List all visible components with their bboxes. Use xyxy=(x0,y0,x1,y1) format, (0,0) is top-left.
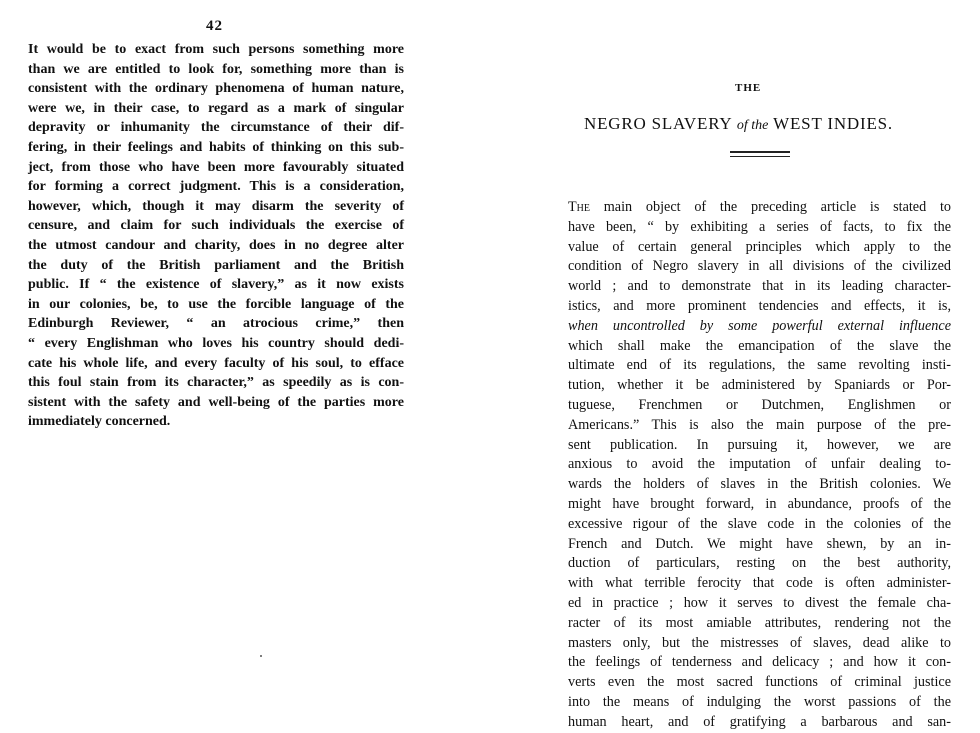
title-part-2: WEST INDIES. xyxy=(773,114,893,133)
text-line: the duty of the British parliament and the British xyxy=(28,257,404,273)
text-line: than we are entitled to look for, something more than is xyxy=(28,61,404,77)
text-line: the feelings of tenderness and delicacy ; and how it con- xyxy=(568,654,951,671)
text-line: might have brought forward, in abundance, proofs of the xyxy=(568,495,951,512)
text-line: depravity or inhumanity the circumstance of their dif- xyxy=(28,120,404,136)
text-line: Edinburgh Reviewer, “ an atrocious crime,” then xyxy=(28,316,404,332)
text-line: ultimate end of its regulations, the same revolting insti- xyxy=(568,357,951,374)
text-line: “ every Englishman who loves his country should dedi- xyxy=(28,335,404,351)
page-number: 42 xyxy=(206,18,223,34)
text-line-first xyxy=(568,198,951,218)
text-line: verts even the most sacred functions of criminal justice xyxy=(568,674,951,691)
left-page-body xyxy=(28,40,404,432)
text-line: however, which, though it may disarm the severity of xyxy=(28,198,404,214)
text-line: public. If “ the existence of slavery,” as it now exists xyxy=(28,277,404,293)
text-line: for forming a correct judgment. This is a consideration, xyxy=(28,179,404,195)
text-line: human heart, and of gratifying a barbarous and san- xyxy=(568,713,951,730)
left-page xyxy=(0,0,470,704)
text-line: wards the holders of slaves in the British colonies. We xyxy=(568,476,951,493)
text-line: sent publication. In pursuing it, however, we are xyxy=(568,436,951,453)
title-rule-thin xyxy=(730,156,790,157)
text-line: racter of its most amiable attributes, rendering not the xyxy=(568,614,951,631)
text-line: world ; and to demonstrate that in its leading character- xyxy=(568,278,951,295)
ink-speck xyxy=(260,655,262,657)
text-line: French and Dutch. We might have shewn, by an in- xyxy=(568,535,951,552)
text-line: condition of Negro slavery in all divisions of the civilized xyxy=(568,258,951,275)
text-line: ed in practice ; how it serves to divest the female cha- xyxy=(568,594,951,611)
italic-text-line: when uncontrolled by some powerful external influence xyxy=(568,317,951,334)
text-line: in our colonies, be, to use the forcible language of the xyxy=(28,296,404,312)
text-line: were we, in their case, to regard as a mark of singular xyxy=(28,100,404,116)
text-line: immediately concerned. xyxy=(28,414,171,430)
text-line: Americans.” This is also the main purpose of the pre- xyxy=(568,416,951,433)
chapter-title xyxy=(584,114,893,134)
drop-word: The xyxy=(568,199,590,215)
text-line: into the means of indulging the worst passions of the xyxy=(568,693,951,710)
title-of-the: of the xyxy=(736,118,769,133)
text-line: tuguese, Frenchmen or Dutchmen, Englishmen or xyxy=(568,396,951,413)
text-line: masters only, but the mistresses of slaves, dead alike to xyxy=(568,634,951,651)
first-line-rest: main object of the preceding article is stated to xyxy=(590,199,951,215)
heading-the: THE xyxy=(735,82,762,94)
text-line: this foul stain from its character,” as speedily as is con- xyxy=(28,375,404,391)
text-line: value of certain general principles which apply to the xyxy=(568,238,951,255)
text-line: anxious to avoid the imputation of unfair dealing to- xyxy=(568,456,951,473)
text-line: sistent with the safety and well-being of the parties more xyxy=(28,394,404,410)
text-line: fering, in their feelings and habits of thinking on this sub- xyxy=(28,139,404,155)
text-line: have been, “ by exhibiting a series of facts, to fix the xyxy=(568,218,951,235)
title-rule xyxy=(730,151,790,153)
text-line: with what terrible ferocity that code is often administer- xyxy=(568,575,951,592)
text-line: consistent with the ordinary phenomena of human nature, xyxy=(28,81,404,97)
text-line: duction of particulars, resting on the best authority, xyxy=(568,555,951,572)
text-line: the utmost candour and charity, does in no degree alter xyxy=(28,237,404,253)
text-line: excessive rigour of the slave code in the colonies of the xyxy=(568,515,951,532)
text-line: istics, and more prominent tendencies and effects, it is, xyxy=(568,297,951,314)
text-line: cate his whole life, and every faculty of his soul, to efface xyxy=(28,355,404,371)
right-page-body xyxy=(568,198,951,733)
text-line: It would be to exact from such persons something more xyxy=(28,42,404,57)
text-line: censure, and claim for such individuals the exercise of xyxy=(28,218,404,234)
title-part-1: NEGRO SLAVERY xyxy=(584,114,732,133)
text-line: which shall make the emancipation of the slave the xyxy=(568,337,951,354)
text-line: ject, from those who have been more favourably situated xyxy=(28,159,404,175)
text-line: tution, whether it be administered by Spaniards or Por- xyxy=(568,377,951,394)
right-page xyxy=(490,0,980,730)
